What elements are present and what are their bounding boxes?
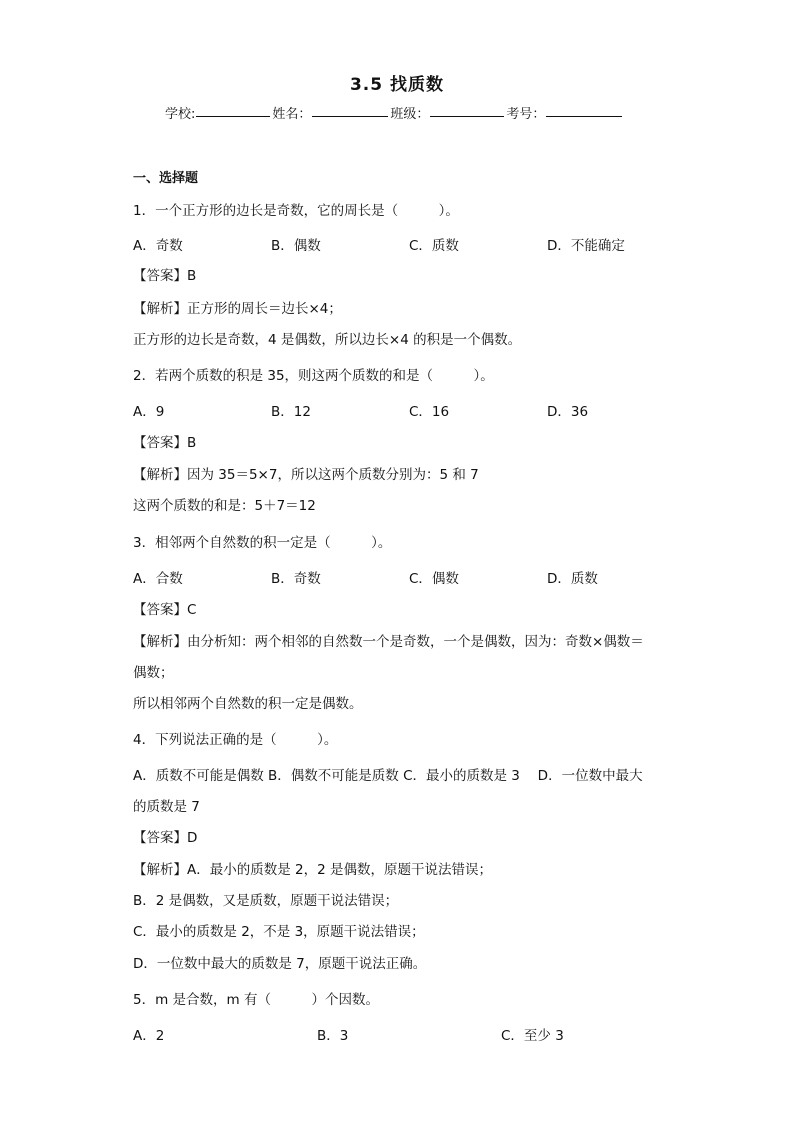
q4-explanation-1: 【解析】A．最小的质数是 2，2 是偶数，原题干说法错误； — [133, 862, 492, 878]
q4-answer: 【答案】D — [133, 830, 198, 846]
number-blank[interactable] — [546, 103, 622, 117]
q3-answer: 【答案】C — [133, 602, 197, 618]
q3-option-c: C．偶数 — [409, 571, 459, 587]
q5-option-a: A．2 — [133, 1028, 165, 1044]
q5-stem: 5．m 是合数，m 有（ ）个因数。 — [133, 992, 379, 1008]
school-label: 学校: — [165, 107, 196, 122]
q1-option-a: A．奇数 — [133, 238, 183, 254]
q1-option-b: B．偶数 — [271, 238, 321, 254]
name-blank[interactable] — [312, 103, 388, 117]
q1-option-c: C．质数 — [409, 238, 459, 254]
q2-explanation-1: 【解析】因为 35＝5×7，所以这两个质数分别为：5 和 7 — [133, 467, 479, 483]
class-label: 班级： — [390, 107, 430, 122]
q5-option-b: B．3 — [317, 1028, 349, 1044]
q2-option-a: A．9 — [133, 404, 165, 420]
name-label: 姓名： — [272, 107, 312, 122]
q4-options-line-1: A．质数不可能是偶数 B．偶数不可能是质数 C．最小的质数是 3 D．一位数中最大 — [133, 768, 643, 784]
q3-option-a: A．合数 — [133, 571, 183, 587]
q4-options-line-2: 的质数是 7 — [133, 799, 200, 815]
q1-explanation-1: 【解析】正方形的周长＝边长×4； — [133, 301, 342, 317]
q4-explanation-3: C．最小的质数是 2，不是 3，原题干说法错误； — [133, 924, 425, 940]
page-title: 3.5 找质数 — [349, 75, 445, 95]
q2-option-d: D．36 — [547, 404, 589, 420]
q3-stem: 3．相邻两个自然数的积一定是（ ）。 — [133, 535, 392, 551]
q4-explanation-4: D．一位数中最大的质数是 7，原题干说法正确。 — [133, 956, 427, 972]
q3-option-d: D．质数 — [547, 571, 598, 587]
q1-answer: 【答案】B — [133, 268, 197, 284]
q2-option-c: C．16 — [409, 404, 450, 420]
school-blank[interactable] — [196, 103, 270, 117]
q3-explanation-3: 所以相邻两个自然数的积一定是偶数。 — [133, 696, 363, 712]
q3-explanation-2: 偶数； — [133, 665, 174, 681]
q2-answer: 【答案】B — [133, 435, 197, 451]
q3-explanation-1: 【解析】由分析知：两个相邻的自然数一个是奇数，一个是偶数，因为：奇数×偶数＝ — [133, 634, 644, 650]
number-label: 考号： — [506, 107, 546, 122]
q2-stem: 2．若两个质数的积是 35，则这两个质数的和是（ ）。 — [133, 368, 494, 384]
q1-stem: 1．一个正方形的边长是奇数，它的周长是（ ）。 — [133, 203, 459, 219]
student-info-row — [165, 103, 624, 122]
q1-option-d: D．不能确定 — [547, 238, 625, 254]
class-blank[interactable] — [430, 103, 504, 117]
q3-option-b: B．奇数 — [271, 571, 321, 587]
q4-stem: 4．下列说法正确的是（ ）。 — [133, 732, 338, 748]
q5-option-c: C．至少 3 — [501, 1028, 564, 1044]
q1-explanation-2: 正方形的边长是奇数，4 是偶数，所以边长×4 的积是一个偶数。 — [133, 332, 522, 348]
q2-option-b: B．12 — [271, 404, 311, 420]
section-heading: 一、选择题 — [133, 171, 199, 186]
q4-explanation-2: B．2 是偶数，又是质数，原题干说法错误； — [133, 893, 399, 909]
q2-explanation-2: 这两个质数的和是：5＋7＝12 — [133, 498, 316, 514]
